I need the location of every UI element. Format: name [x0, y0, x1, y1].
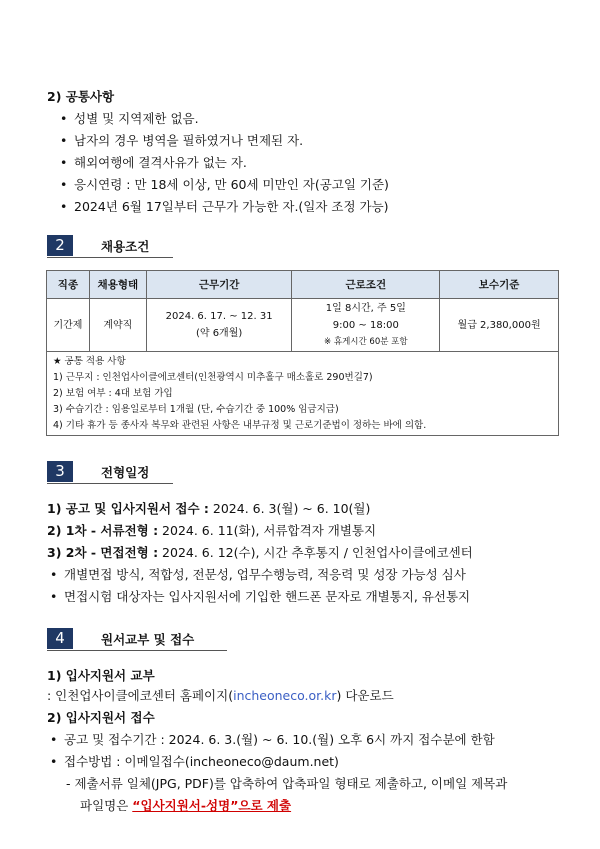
subheading: 2) 입사지원서 접수 [47, 710, 155, 725]
cell-pay: 월급 2,380,000원 [440, 299, 559, 352]
section-number: 3 [47, 461, 73, 482]
header-type: 채용형태 [89, 271, 146, 299]
section-underline [47, 257, 173, 258]
submission-note: - 제출서류 일체(JPG, PDF)를 압축하여 압축파일 형태로 제출하고, 이메일 제목과 [66, 776, 508, 791]
common-heading: 2) 공통사항 [47, 89, 115, 104]
schedule-item: 3) 2차 - 면접전형 : 2024. 6. 12(수), 시간 추후통지 / 인천업사이클에코센터 [47, 545, 473, 560]
section-title: 원서교부 및 접수 [101, 632, 195, 647]
schedule-item: 2) 1차 - 서류전형 : 2024. 6. 11(화), 서류합격자 개별통지 [47, 523, 377, 538]
cell-conditions: 1일 8시간, 주 5일 9:00 ~ 18:00 ※ 휴게시간 60분 포함 [292, 299, 440, 352]
cell-job: 기간제 [47, 299, 90, 352]
common-notes: ★ 공통 적용 사항 1) 근무지 : 인천업사이클에코센터(인천광역시 미추홀구 매소홀로 290번길7) 2) 보험 여부 : 4대 보험 가입 3) 수습기간 : 임용일로부터 1개월 (단, 수습기간 중 100% 임금지급) 4) 기타 휴가 등 종사자 복무와 관련된 사항은 내부규정 및 근로기준법이 정하는 바에 의함. [47, 352, 559, 436]
section-number: 4 [47, 628, 73, 649]
subheading: 1) 입사지원서 교부 [47, 668, 155, 683]
header-job: 직종 [47, 271, 90, 299]
schedule-bullet: • 개별면접 방식, 적합성, 전문성, 업무수행능력, 적응력 및 성장 가능성 심사 [50, 567, 466, 582]
section-number: 2 [47, 235, 73, 256]
table-row [47, 299, 559, 352]
common-bullet: • 성별 및 지역제한 없음. [60, 111, 199, 126]
download-info: : 인천업사이클에코센터 홈페이지(incheoneco.or.kr) 다운로드 [47, 688, 394, 703]
schedule-bullet: • 면접시험 대상자는 입사지원서에 기입한 핸드폰 문자로 개별통지, 유선통지 [50, 589, 471, 604]
cell-type: 계약직 [89, 299, 146, 352]
section-underline [47, 483, 173, 484]
section-underline [47, 650, 227, 651]
table-header-row [47, 271, 559, 299]
schedule-item: 1) 공고 및 입사지원서 접수 : 2024. 6. 3(월) ~ 6. 10(월) [47, 501, 371, 516]
cell-period: 2024. 6. 17. ~ 12. 31 (약 6개월) [146, 299, 292, 352]
header-pay: 보수기준 [440, 271, 559, 299]
header-conditions: 근로조건 [292, 271, 440, 299]
section-title: 전형일정 [101, 465, 150, 480]
section-title: 채용조건 [101, 239, 150, 254]
common-bullet: • 남자의 경우 병역을 필하였거나 면제된 자. [60, 133, 304, 148]
homepage-link[interactable]: incheoneco.or.kr [233, 688, 337, 703]
header-period: 근무기간 [146, 271, 292, 299]
submission-bullet: • 공고 및 접수기간 : 2024. 6. 3.(월) ~ 6. 10.(월) 오후 6시 까지 접수분에 한함 [50, 732, 495, 747]
submission-note: 파일명은 “입사지원서-성명”으로 제출 [80, 798, 292, 813]
common-bullet: • 해외여행에 결격사유가 없는 자. [60, 155, 247, 170]
common-bullet: • 응시연령 : 만 18세 이상, 만 60세 미만인 자(공고일 기준) [60, 177, 389, 192]
common-bullet: • 2024년 6월 17일부터 근무가 가능한 자.(일자 조정 가능) [60, 199, 389, 214]
table-notes-row [47, 352, 559, 436]
filename-rule: “입사지원서-성명”으로 제출 [132, 798, 292, 813]
submission-bullet: • 접수방법 : 이메일접수(incheoneco@daum.net) [50, 754, 339, 769]
employment-conditions-table [46, 270, 559, 436]
